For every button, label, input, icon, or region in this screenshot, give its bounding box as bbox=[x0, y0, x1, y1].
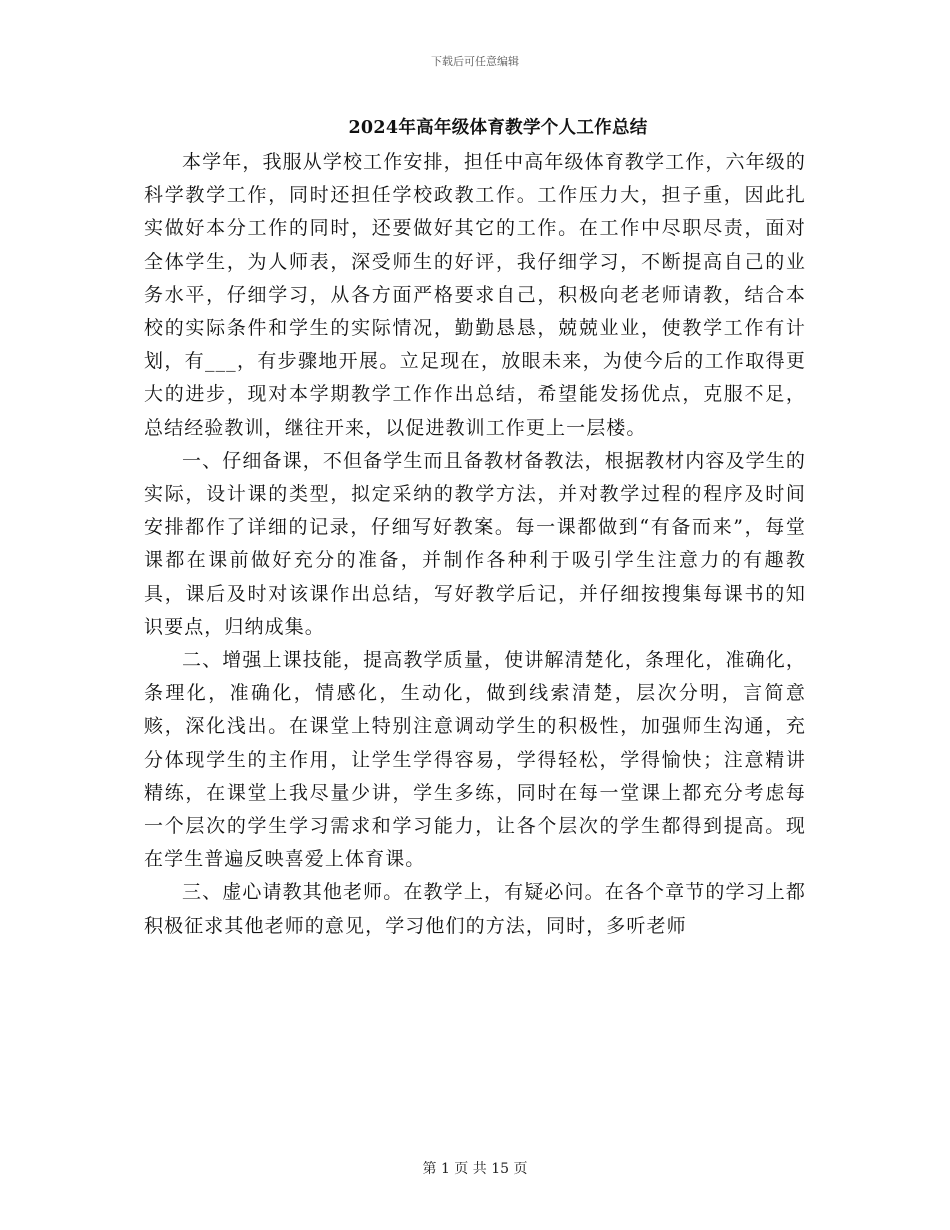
document-title: 2024年高年级体育教学个人工作总结 bbox=[348, 118, 648, 138]
paragraph-section-1: 一、仔细备课，不但备学生而且备教材备教法，根据教材内容及学生的实际，设计课的类型，拟定采纳的教学方法，并对教学过程的程序及时间安排都作了详细的记录，仔细写好教案。每一课都做到“有备而来”，每堂课都在课前做好充分的准备，并制作各种利于吸引学生注意力的有趣教具，课后及时对该课作出总结，写好教学后记，并仔细按搜集每课书的知识要点，归纳成集。 bbox=[144, 449, 806, 638]
document-body bbox=[144, 146, 806, 943]
page-number: 第 1 页 共 15 页 bbox=[422, 1161, 528, 1177]
page-header-note: 下载后可任意编辑 bbox=[431, 55, 519, 68]
paragraph-section-2: 二、增强上课技能，提高教学质量，使讲解清楚化，条理化，准确化，条理化，准确化，情感化，生动化，做到线索清楚，层次分明，言简意赅，深化浅出。在课堂上特别注意调动学生的积极性，加强师生沟通，充分体现学生的主作用，让学生学得容易，学得轻松，学得愉快；注意精讲精练，在课堂上我尽量少讲，学生多练，同时在每一堂课上都充分考虑每一个层次的学生学习需求和学习能力，让各个层次的学生都得到提高。现在学生普遍反映喜爱上体育课。 bbox=[144, 649, 806, 871]
paragraph-section-3: 三、虚心请教其他老师。在教学上，有疑必问。在各个章节的学习上都积极征求其他老师的意见，学习他们的方法，同时，多听老师 bbox=[144, 881, 806, 937]
paragraph-intro: 本学年，我服从学校工作安排，担任中高年级体育教学工作，六年级的科学教学工作，同时还担任学校政教工作。工作压力大，担子重，因此扎实做好本分工作的同时，还要做好其它的工作。在工作中尽职尽责，面对全体学生，为人师表，深受师生的好评，我仔细学习，不断提高自己的业务水平，仔细学习，从各方面严格要求自己，积极向老老师请教，结合本校的实际条件和学生的实际情况，勤勤恳恳，兢兢业业，使教学工作有计划，有___，有步骤地开展。立足现在，放眼未来，为使今后的工作取得更大的进步，现对本学期教学工作作出总结，希望能发扬优点，克服不足，总结经验教训，继往开来，以促进教训工作更上一层楼。 bbox=[144, 151, 806, 439]
